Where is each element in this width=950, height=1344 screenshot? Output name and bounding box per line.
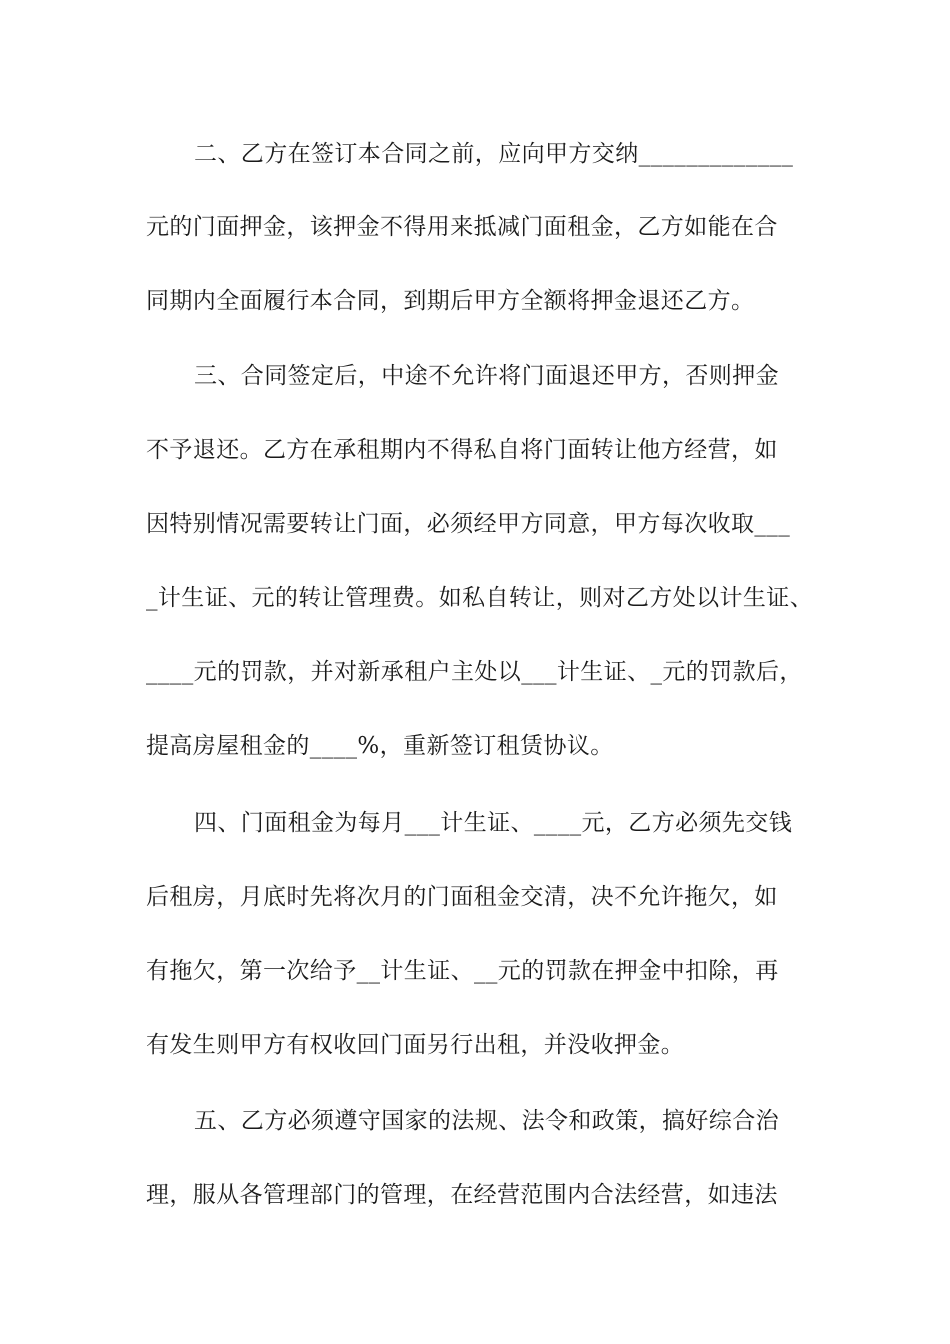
clause-4-line-4: 有发生则甲方有权收回门面另行出租，并没收押金。 [146, 1032, 685, 1058]
clause-2-line-3: 同期内全面履行本合同，到期后甲方全额将押金退还乙方。 [146, 288, 755, 314]
clause-4-line-3: 有拖欠，第一次给予__计生证、__元的罚款在押金中扣除，再 [146, 958, 779, 984]
clause-3-line-4: _计生证、元的转让管理费。如私自转让，则对乙方处以计生证、 [146, 585, 814, 611]
clause-3-line-2: 不予退还。乙方在承租期内不得私自将门面转让他方经营，如 [146, 437, 778, 463]
clause-3-line-5: ____元的罚款，并对新承租户主处以___计生证、_元的罚款后， [146, 659, 803, 685]
clause-4-line-1: 四、门面租金为每月___计生证、____元，乙方必须先交钱 [194, 810, 793, 836]
clause-3-line-3: 因特别情况需要转让门面，必须经甲方同意，甲方每次收取___ [146, 511, 791, 537]
clause-2-line-1: 二、乙方在签订本合同之前，应向甲方交纳_____________ [194, 141, 794, 167]
clause-5-line-2: 理，服从各管理部门的管理，在经营范围内合法经营，如违法 [146, 1182, 778, 1208]
clause-5-line-1: 五、乙方必须遵守国家的法规、法令和政策，搞好综合治 [194, 1108, 779, 1134]
clause-2-line-2: 元的门面押金，该押金不得用来抵减门面租金，乙方如能在合 [146, 214, 778, 240]
clause-3-line-1: 三、合同签定后，中途不允许将门面退还甲方，否则押金 [194, 363, 779, 389]
clause-3-line-6: 提高房屋租金的____%，重新签订租赁协议。 [146, 733, 614, 759]
clause-4-line-2: 后租房，月底时先将次月的门面租金交清，决不允许拖欠，如 [146, 884, 778, 910]
